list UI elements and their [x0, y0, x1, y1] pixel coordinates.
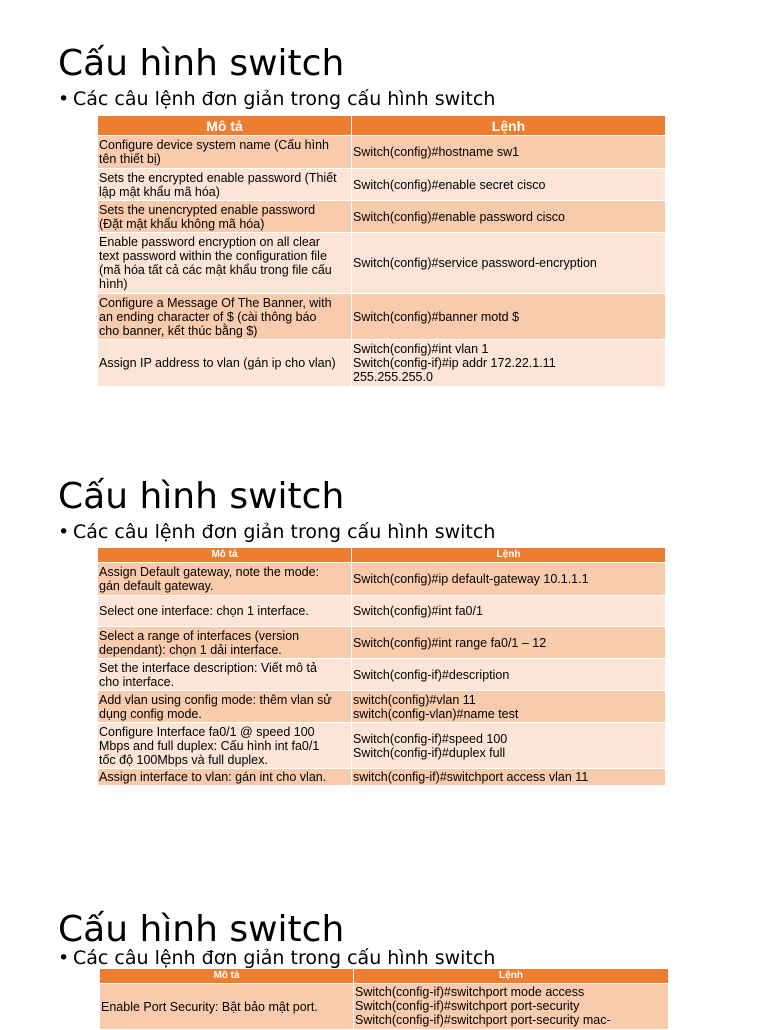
- table-header-row: [100, 969, 669, 984]
- bullet-icon: •: [58, 947, 70, 969]
- table-row: [100, 984, 669, 1030]
- row-command: switch(config)#vlan 11 switch(config-vlan)#name test: [352, 691, 666, 723]
- row-description: Assign Default gateway, note the mode: gán default gateway.: [98, 563, 352, 596]
- row-command: Switch(config-if)#speed 100 Switch(config-if)#duplex full: [352, 723, 666, 769]
- row-command: Switch(config)#int fa0/1: [352, 596, 666, 627]
- row-command: switch(config-if)#switchport access vlan 11: [352, 769, 666, 786]
- slide-title: Cấu hình switch: [58, 909, 345, 950]
- bullet-point: [58, 947, 495, 969]
- row-description: Add vlan using config mode: thêm vlan sử dụng config mode.: [98, 691, 352, 723]
- bullet-text: Các câu lệnh đơn giản trong cấu hình switch: [73, 521, 496, 543]
- slide-title: Cấu hình switch: [58, 43, 345, 84]
- row-description: Configure device system name (Cấu hình tên thiết bị): [98, 136, 352, 169]
- bullet-icon: •: [58, 521, 70, 543]
- row-description: Enable Port Security: Bật bảo mật port.: [100, 984, 354, 1030]
- command-table: [99, 968, 669, 1030]
- row-command: Switch(config)#service password-encryption: [352, 233, 666, 294]
- row-command: Switch(config)#int range fa0/1 – 12: [352, 627, 666, 659]
- header-command: Lệnh: [352, 548, 666, 563]
- header-description: Mô tả: [100, 969, 354, 984]
- row-command: Switch(config)#int vlan 1 Switch(config-if)#ip addr 172.22.1.11 255.255.255.0: [352, 340, 666, 387]
- header-command: Lệnh: [352, 116, 666, 136]
- bullet-text: Các câu lệnh đơn giản trong cấu hình switch: [73, 88, 496, 110]
- row-description: Select a range of interfaces (version dependant): chọn 1 dải interface.: [98, 627, 352, 659]
- row-command: Switch(config)#enable password cisco: [352, 201, 666, 233]
- row-command: Switch(config-if)#description: [352, 659, 666, 691]
- header-description: Mô tả: [98, 548, 352, 563]
- bullet-icon: •: [58, 88, 70, 110]
- header-command: Lệnh: [354, 969, 669, 984]
- row-command: Switch(config-if)#switchport mode access Switch(config-if)#switchport port-security Switch(config-if)#switchport port-security mac-: [354, 984, 669, 1030]
- row-description: Assign IP address to vlan (gán ip cho vlan): [98, 340, 352, 387]
- row-command: Switch(config)#enable secret cisco: [352, 169, 666, 201]
- row-description: Sets the encrypted enable password (Thiết lập mật khẩu mã hóa): [98, 169, 352, 201]
- row-description: Configure a Message Of The Banner, with an ending character of $ (cài thông báo cho banner, kết thúc bằng $): [98, 294, 352, 340]
- row-description: Enable password encryption on all clear text password within the configuration file (mã hóa tất cả các mật khẩu trong file cấu hình): [98, 233, 352, 294]
- row-description: Configure Interface fa0/1 @ speed 100 Mbps and full duplex: Cấu hình int fa0/1 tốc độ 100Mbps và full duplex.: [98, 723, 352, 769]
- slide-title: Cấu hình switch: [58, 476, 345, 517]
- row-command: Switch(config)#hostname sw1: [352, 136, 666, 169]
- bullet-text: Các câu lệnh đơn giản trong cấu hình switch: [73, 947, 496, 969]
- row-description: Sets the unencrypted enable password (Đặt mật khẩu không mã hóa): [98, 201, 352, 233]
- row-description: Select one interface: chọn 1 interface.: [98, 596, 352, 627]
- header-description: Mô tả: [98, 116, 352, 136]
- row-description: Assign interface to vlan: gán int cho vlan.: [98, 769, 352, 786]
- row-command: Switch(config)#ip default-gateway 10.1.1.1: [352, 563, 666, 596]
- row-description: Set the interface description: Viết mô tả cho interface.: [98, 659, 352, 691]
- row-command: Switch(config)#banner motd $: [352, 294, 666, 340]
